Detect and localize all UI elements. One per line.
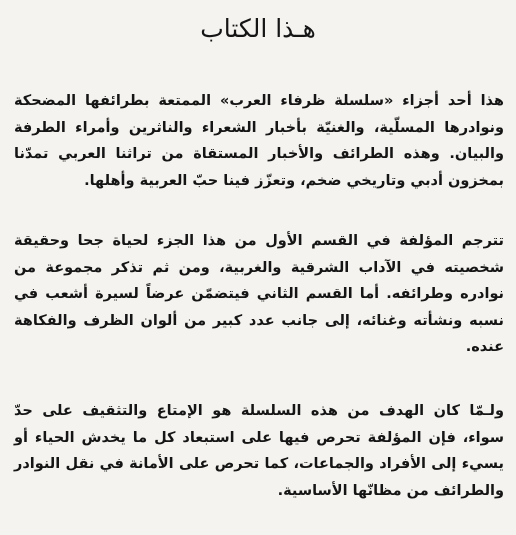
page-title: هـذا الكتاب xyxy=(200,14,316,43)
paragraph-book-contents: تترجم المؤلفة في القسم الأول من هذا الجزء لحياة جحا وحقيقة شخصيته في الآداب الشرقية والغربية، ومن ثم تذكر مجموعة من نوادره وطرائفه. أما القسم الثاني فيتضمّن عرضاً لسيرة أشعب في نسبه ونشأته وغنائه، إلى جانب عدد كبير من ألوان الظرف والفكاهة عنده. xyxy=(14,233,504,355)
paragraph-series-intro: هذا أحد أجزاء «سلسلة ظرفاء العرب» الممتعة بطرائفها المضحكة ونوادرها المسلّية، والغنيّة بأخبار الشعراء والناثرين وأمراء الطرفة والبيان. وهذه الطرائف والأخبار المستقاة من تراثنا العربي تمدّنا بمخزون أدبي وتاريخي ضخم، وتعزّز فينا حبّ العربية وأهلها. xyxy=(14,93,504,189)
paragraph-series-goal: ولـمّا كان الهدف من هذه السلسلة هو الإمتاع والتثقيف على حدّ سواء، فإن المؤلفة تحرص فيها على استبعاد كل ما يخدش الحياء أو يسيء إلى الأفراد والجماعات، كما تحرص على الأمانة في نقل النوادر والطرائف من مظانّها الأساسية. xyxy=(14,403,504,499)
